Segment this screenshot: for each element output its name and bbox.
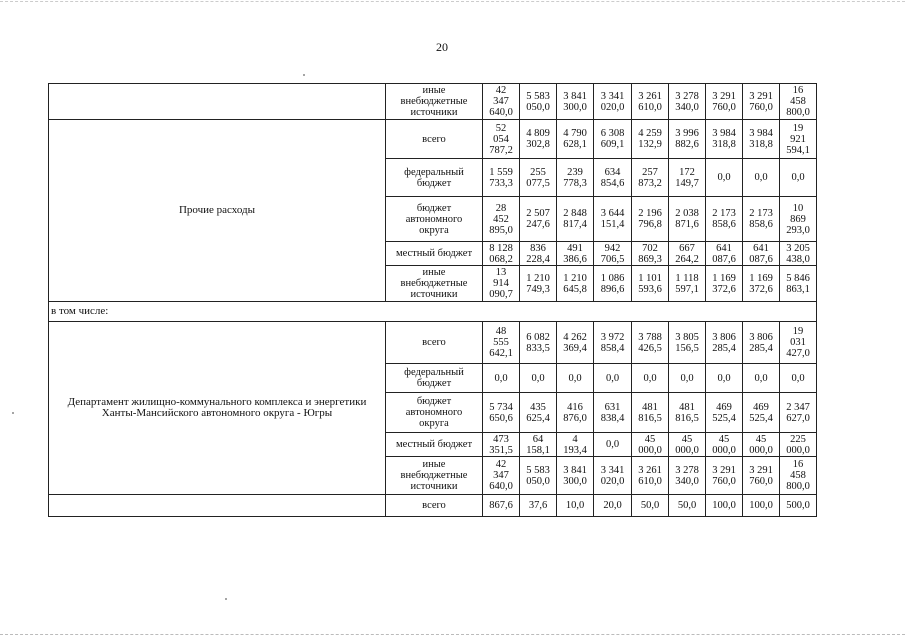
funding-source-cell: иные внебюджетные источники — [386, 266, 483, 302]
value-cell: 631 838,4 — [594, 393, 632, 433]
funding-source-cell: местный бюджет — [386, 242, 483, 266]
value-cell: 3 291 760,0 — [743, 84, 780, 120]
value-cell: 2 196 796,8 — [632, 197, 669, 242]
value-cell: 64 158,1 — [520, 433, 557, 457]
value-cell: 3 341 020,0 — [594, 84, 632, 120]
value-cell: 42 347 640,0 — [483, 84, 520, 120]
table-row-intro — [49, 302, 817, 322]
value-cell: 481 816,5 — [669, 393, 706, 433]
value-cell: 3 644 151,4 — [594, 197, 632, 242]
value-cell: 867,6 — [483, 495, 520, 517]
value-cell: 28 452 895,0 — [483, 197, 520, 242]
value-cell: 0,0 — [743, 364, 780, 393]
value-cell: 0,0 — [780, 364, 817, 393]
value-cell: 3 806 285,4 — [706, 322, 743, 364]
value-cell: 13 914 090,7 — [483, 266, 520, 302]
value-cell: 702 869,3 — [632, 242, 669, 266]
value-cell: 3 805 156,5 — [669, 322, 706, 364]
value-cell: 469 525,4 — [706, 393, 743, 433]
table-row — [49, 322, 817, 364]
value-cell: 45 000,0 — [706, 433, 743, 457]
value-cell: 473 351,5 — [483, 433, 520, 457]
value-cell: 641 087,6 — [706, 242, 743, 266]
value-cell: 48 555 642,1 — [483, 322, 520, 364]
value-cell: 1 101 593,6 — [632, 266, 669, 302]
funding-source-cell: всего — [386, 495, 483, 517]
funding-source-cell: федеральный бюджет — [386, 159, 483, 197]
program-name-cell: Прочие расходы — [49, 120, 386, 302]
value-cell: 1 169 372,6 — [706, 266, 743, 302]
value-cell: 52 054 787,2 — [483, 120, 520, 159]
value-cell: 3 984 318,8 — [743, 120, 780, 159]
value-cell: 0,0 — [706, 364, 743, 393]
funding-source-cell: всего — [386, 322, 483, 364]
value-cell: 45 000,0 — [743, 433, 780, 457]
value-cell: 2 173 858,6 — [743, 197, 780, 242]
value-cell: 4 790 628,1 — [557, 120, 594, 159]
value-cell: 500,0 — [780, 495, 817, 517]
value-cell: 19 921 594,1 — [780, 120, 817, 159]
value-cell: 3 278 340,0 — [669, 457, 706, 495]
value-cell: 0,0 — [557, 364, 594, 393]
value-cell: 8 128 068,2 — [483, 242, 520, 266]
value-cell: 667 264,2 — [669, 242, 706, 266]
value-cell: 1 118 597,1 — [669, 266, 706, 302]
budget-table — [48, 83, 817, 517]
value-cell: 5 583 050,0 — [520, 457, 557, 495]
value-cell: 3 291 760,0 — [743, 457, 780, 495]
value-cell: 2 173 858,6 — [706, 197, 743, 242]
value-cell: 20,0 — [594, 495, 632, 517]
value-cell: 3 341 020,0 — [594, 457, 632, 495]
page-number: 20 — [436, 40, 448, 54]
value-cell: 4 262 369,4 — [557, 322, 594, 364]
value-cell: 255 077,5 — [520, 159, 557, 197]
value-cell: 5 583 050,0 — [520, 84, 557, 120]
value-cell: 3 261 610,0 — [632, 457, 669, 495]
value-cell: 37,6 — [520, 495, 557, 517]
funding-source-cell: бюджет автономного округа — [386, 197, 483, 242]
value-cell: 1 559 733,3 — [483, 159, 520, 197]
value-cell: 0,0 — [594, 364, 632, 393]
value-cell: 5 846 863,1 — [780, 266, 817, 302]
value-cell: 3 841 300,0 — [557, 84, 594, 120]
value-cell: 0,0 — [743, 159, 780, 197]
value-cell: 100,0 — [743, 495, 780, 517]
value-cell: 10 869 293,0 — [780, 197, 817, 242]
value-cell: 16 458 800,0 — [780, 84, 817, 120]
value-cell: 0,0 — [706, 159, 743, 197]
value-cell: 3 278 340,0 — [669, 84, 706, 120]
value-cell: 45 000,0 — [632, 433, 669, 457]
value-cell: 42 347 640,0 — [483, 457, 520, 495]
table-row — [49, 495, 817, 517]
value-cell: 2 507 247,6 — [520, 197, 557, 242]
value-cell: 0,0 — [669, 364, 706, 393]
value-cell: 6 082 833,5 — [520, 322, 557, 364]
value-cell: 100,0 — [706, 495, 743, 517]
value-cell: 3 291 760,0 — [706, 457, 743, 495]
value-cell: 0,0 — [632, 364, 669, 393]
value-cell: 641 087,6 — [743, 242, 780, 266]
program-name-cell — [49, 84, 386, 120]
value-cell: 0,0 — [780, 159, 817, 197]
value-cell: 1 210 749,3 — [520, 266, 557, 302]
value-cell: 634 854,6 — [594, 159, 632, 197]
funding-source-cell: бюджет автономного округа — [386, 393, 483, 433]
value-cell: 45 000,0 — [669, 433, 706, 457]
value-cell: 16 458 800,0 — [780, 457, 817, 495]
value-cell: 4 259 132,9 — [632, 120, 669, 159]
value-cell: 3 996 882,6 — [669, 120, 706, 159]
value-cell: 435 625,4 — [520, 393, 557, 433]
table-row — [49, 120, 817, 159]
intro-label: в том числе: — [49, 302, 817, 322]
value-cell: 3 205 438,0 — [780, 242, 817, 266]
value-cell: 6 308 609,1 — [594, 120, 632, 159]
value-cell: 10,0 — [557, 495, 594, 517]
value-cell: 1 086 896,6 — [594, 266, 632, 302]
value-cell: 3 261 610,0 — [632, 84, 669, 120]
value-cell: 19 031 427,0 — [780, 322, 817, 364]
funding-source-cell: всего — [386, 120, 483, 159]
value-cell: 2 848 817,4 — [557, 197, 594, 242]
value-cell: 3 806 285,4 — [743, 322, 780, 364]
scan-speck — [303, 74, 305, 76]
value-cell: 172 149,7 — [669, 159, 706, 197]
value-cell: 2 347 627,0 — [780, 393, 817, 433]
value-cell: 1 169 372,6 — [743, 266, 780, 302]
funding-source-cell: местный бюджет — [386, 433, 483, 457]
funding-source-cell: иные внебюджетные источники — [386, 84, 483, 120]
value-cell: 3 291 760,0 — [706, 84, 743, 120]
value-cell: 942 706,5 — [594, 242, 632, 266]
value-cell: 3 788 426,5 — [632, 322, 669, 364]
value-cell: 481 816,5 — [632, 393, 669, 433]
value-cell: 0,0 — [520, 364, 557, 393]
scan-edge-bottom — [0, 634, 905, 636]
program-name-cell — [49, 495, 386, 517]
value-cell: 50,0 — [669, 495, 706, 517]
value-cell: 3 972 858,4 — [594, 322, 632, 364]
value-cell: 491 386,6 — [557, 242, 594, 266]
scan-speck — [12, 412, 14, 414]
scan-edge-top — [0, 1, 905, 3]
value-cell: 4 809 302,8 — [520, 120, 557, 159]
value-cell: 2 038 871,6 — [669, 197, 706, 242]
scan-speck — [225, 598, 227, 600]
value-cell: 3 841 300,0 — [557, 457, 594, 495]
value-cell: 4 193,4 — [557, 433, 594, 457]
value-cell: 0,0 — [483, 364, 520, 393]
program-name-cell: Департамент жилищно-коммунального комплекса и энергетики Ханты-Мансийского автономного округа - Югры — [49, 322, 386, 495]
value-cell: 836 228,4 — [520, 242, 557, 266]
value-cell: 50,0 — [632, 495, 669, 517]
value-cell: 1 210 645,8 — [557, 266, 594, 302]
value-cell: 3 984 318,8 — [706, 120, 743, 159]
value-cell: 5 734 650,6 — [483, 393, 520, 433]
value-cell: 239 778,3 — [557, 159, 594, 197]
value-cell: 0,0 — [594, 433, 632, 457]
funding-source-cell: иные внебюджетные источники — [386, 457, 483, 495]
value-cell: 257 873,2 — [632, 159, 669, 197]
funding-source-cell: федеральный бюджет — [386, 364, 483, 393]
value-cell: 416 876,0 — [557, 393, 594, 433]
value-cell: 469 525,4 — [743, 393, 780, 433]
table-row — [49, 84, 817, 120]
value-cell: 225 000,0 — [780, 433, 817, 457]
